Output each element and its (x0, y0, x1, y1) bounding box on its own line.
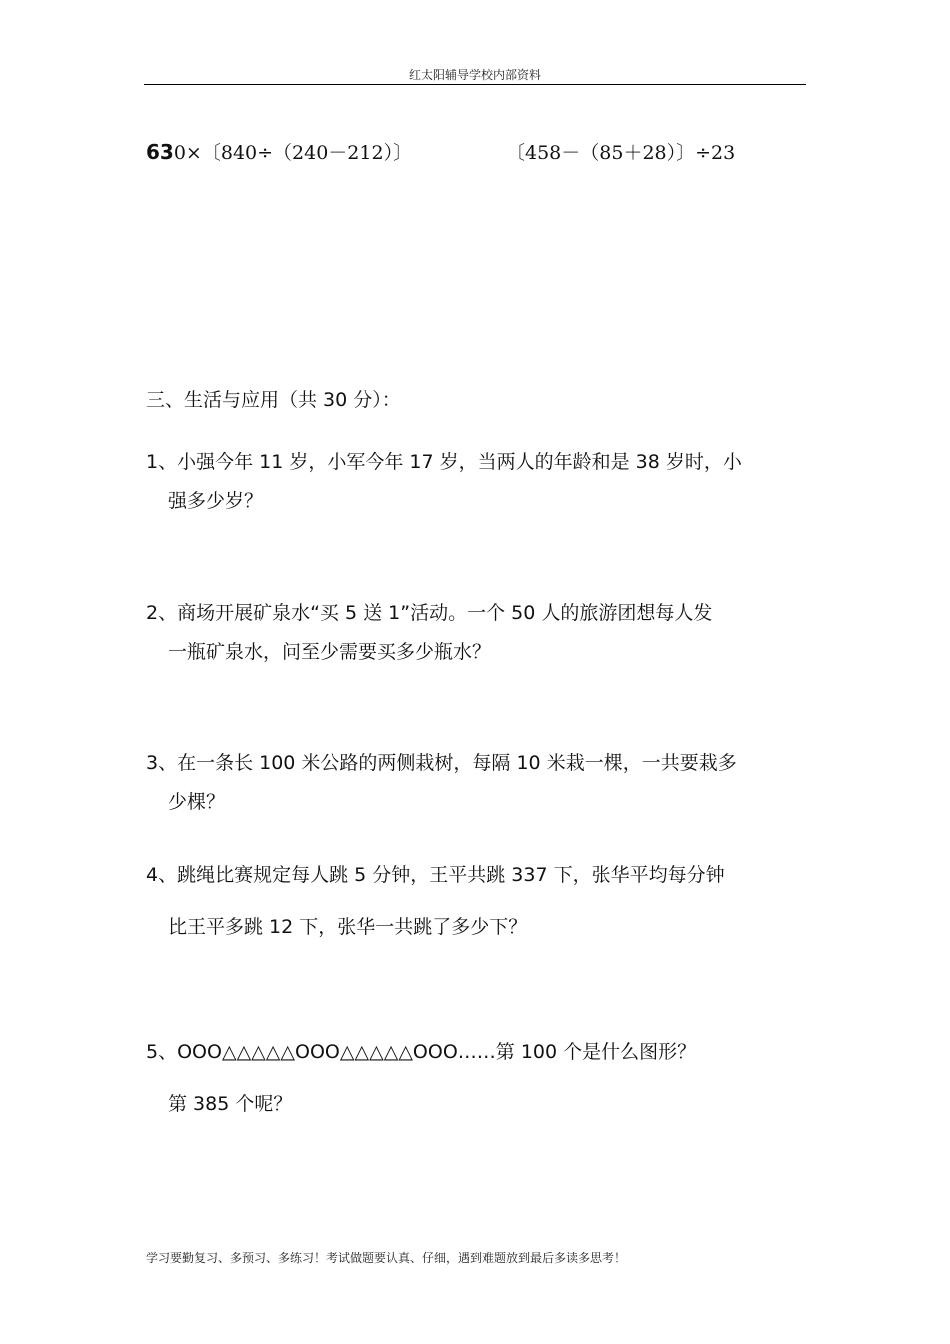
question-4 (146, 860, 826, 939)
expression-left (146, 138, 412, 165)
question-5 (146, 1037, 826, 1116)
question-3 (146, 748, 826, 814)
question-2-line-2: 一瓶矿泉水，问至少需要买多少瓶水？ (168, 641, 492, 663)
expression-left-body: 0×〔840÷（240－212）〕 (173, 142, 413, 164)
question-2 (146, 598, 826, 664)
question-5-line-1: 5、OOO△△△△△OOO△△△△△OOO……第 100 个是什么图形？ (146, 1041, 697, 1063)
header-divider (144, 84, 806, 85)
question-1 (146, 447, 826, 513)
question-3-line-2: 少棵？ (168, 791, 226, 813)
question-3-line-1: 3、在一条长 100 米公路的两侧栽树，每隔 10 米栽一棵，一共要栽多 (146, 752, 737, 774)
question-2-line-1: 2、商场开展矿泉水“买 5 送 1”活动。一个 50 人的旅游团想每人发 (146, 602, 713, 624)
page-header-title: 红太阳辅导学校内部资料 (408, 68, 541, 82)
page-footer: 学习要勤复习、多预习、多练习！考试做题要认真、仔细，遇到难题放到最后多读多思考！ (146, 1251, 627, 1265)
expression-left-prefix: 63 (146, 140, 174, 164)
expression-right: 〔458－（85＋28）〕÷23 (506, 142, 736, 164)
question-1-line-2: 强多少岁？ (168, 490, 264, 512)
question-5-line-2: 第 385 个呢？ (168, 1093, 293, 1115)
question-4-line-2: 比王平多跳 12 下，张华一共跳了多少下？ (168, 916, 528, 938)
question-4-line-1: 4、跳绳比赛规定每人跳 5 分钟，王平共跳 337 下，张华平均每分钟 (146, 864, 725, 886)
section-title: 三、生活与应用（共 30 分）： (146, 389, 401, 411)
question-1-line-1: 1、小强今年 11 岁，小军今年 17 岁，当两人的年龄和是 38 岁时，小 (146, 451, 742, 473)
